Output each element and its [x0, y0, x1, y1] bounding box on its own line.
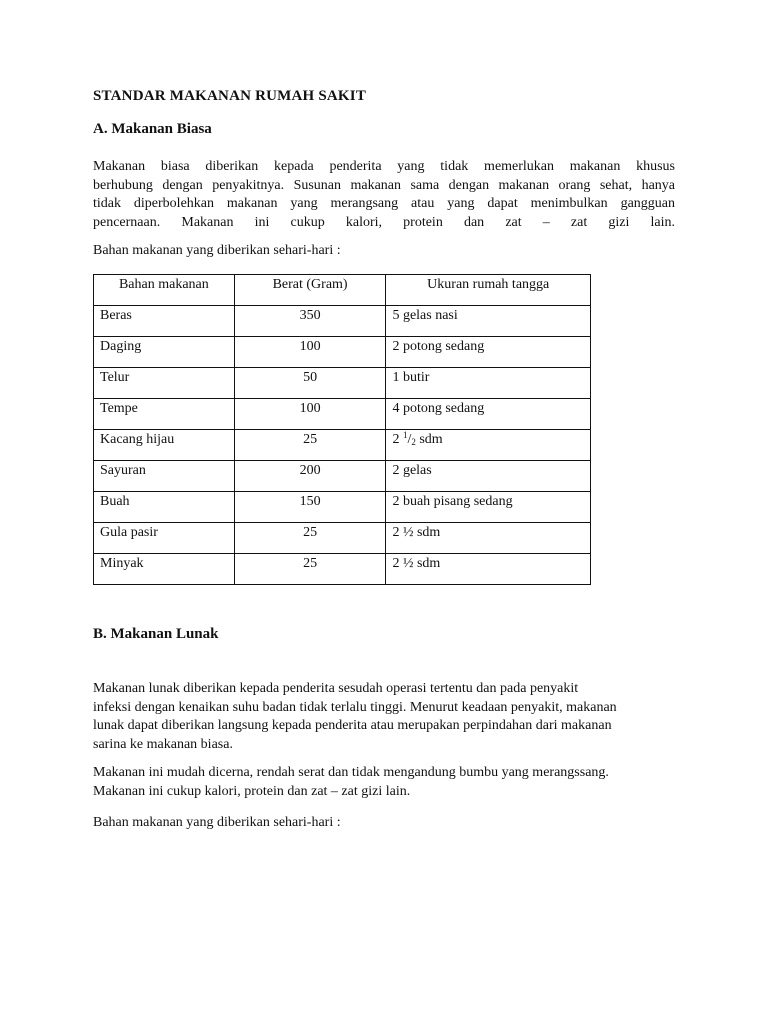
table-row: [94, 368, 591, 399]
table-row: [94, 492, 591, 523]
table-row: [94, 337, 591, 368]
paragraph-line: Makanan biasa diberikan kepada penderita yang tidak memerlukan makanan khusus: [93, 159, 675, 174]
cell-name: Gula pasir: [94, 523, 235, 554]
table-row: [94, 461, 591, 492]
table-header-row: [94, 275, 591, 306]
paragraph-line: Makanan ini mudah dicerna, rendah serat dan tidak mengandung bumbu yang merangssang.: [93, 765, 609, 780]
cell-size: 2 potong sedang: [386, 337, 591, 368]
paragraph-line: tidak diperbolehkan makanan yang merangsang atau yang dapat menimbulkan gangguan: [93, 196, 675, 211]
cell-weight: 50: [234, 368, 386, 399]
cell-name: Kacang hijau: [94, 430, 235, 461]
paragraph-line: Makanan lunak diberikan kepada penderita sesudah operasi tertentu dan pada penyakit: [93, 681, 579, 696]
size-unit: sdm: [419, 432, 443, 447]
fraction-denominator: 2: [411, 437, 416, 447]
cell-size: 1 butir: [386, 368, 591, 399]
food-table: [93, 274, 591, 585]
paragraph-line: sarina ke makanan biasa.: [93, 736, 233, 752]
cell-name: Beras: [94, 306, 235, 337]
document-title: STANDAR MAKANAN RUMAH SAKIT: [93, 88, 367, 104]
paragraph-line: pencernaan. Makanan ini cukup kalori, protein dan zat – zat gizi lain.: [93, 214, 675, 230]
cell-size: 2 buah pisang sedang: [386, 492, 591, 523]
cell-weight: 25: [234, 430, 386, 461]
section-a-intro: Bahan makanan yang diberikan sehari-hari :: [93, 243, 341, 258]
cell-weight: 350: [234, 306, 386, 337]
size-whole: 2: [392, 432, 400, 447]
cell-size: 2 gelas: [386, 461, 591, 492]
cell-name: Daging: [94, 337, 235, 368]
cell-weight: 100: [234, 399, 386, 430]
cell-name: Buah: [94, 492, 235, 523]
section-a-heading: A. Makanan Biasa: [93, 121, 212, 137]
cell-name: Minyak: [94, 554, 235, 585]
cell-weight: 150: [234, 492, 386, 523]
cell-weight: 25: [234, 554, 386, 585]
fraction-numerator: 1: [402, 430, 408, 440]
cell-weight: 25: [234, 523, 386, 554]
cell-name: Telur: [94, 368, 235, 399]
table-row: [94, 399, 591, 430]
table-row: [94, 523, 591, 554]
cell-weight: 200: [234, 461, 386, 492]
cell-size: 4 potong sedang: [386, 399, 591, 430]
section-b-paragraph-2: [93, 764, 675, 801]
table-row: [94, 554, 591, 585]
column-header-berat: Berat (Gram): [234, 275, 386, 306]
paragraph-line: infeksi dengan kenaikan suhu badan tidak terlalu tinggi. Menurut keadaan penyakit, makanan: [93, 699, 617, 715]
cell-size: 2 ½ sdm: [386, 523, 591, 554]
cell-size: 5 gelas nasi: [386, 306, 591, 337]
table-row: [94, 430, 591, 461]
paragraph-line: Makanan ini cukup kalori, protein dan zat – zat gizi lain.: [93, 783, 411, 799]
column-header-ukuran: Ukuran rumah tangga: [386, 275, 591, 306]
cell-weight: 100: [234, 337, 386, 368]
section-a-paragraph: [93, 158, 675, 232]
cell-name: Sayuran: [94, 461, 235, 492]
paragraph-line: lunak dapat diberikan langsung kepada penderita atau merupakan perpindahan dari makanan: [93, 718, 612, 733]
cell-size-fraction: 2 $^1/_2$ sdm: [386, 430, 591, 461]
section-b-intro: Bahan makanan yang diberikan sehari-hari :: [93, 815, 341, 830]
section-b-paragraph-1: [93, 680, 675, 754]
section-b-heading: B. Makanan Lunak: [93, 626, 219, 642]
table-row: [94, 306, 591, 337]
cell-size: 2 ½ sdm: [386, 554, 591, 585]
paragraph-line: berhubung dengan penyakitnya. Susunan makanan sama dengan makanan orang sehat, hanya: [93, 177, 675, 193]
column-header-bahan: Bahan makanan: [94, 275, 235, 306]
cell-name: Tempe: [94, 399, 235, 430]
